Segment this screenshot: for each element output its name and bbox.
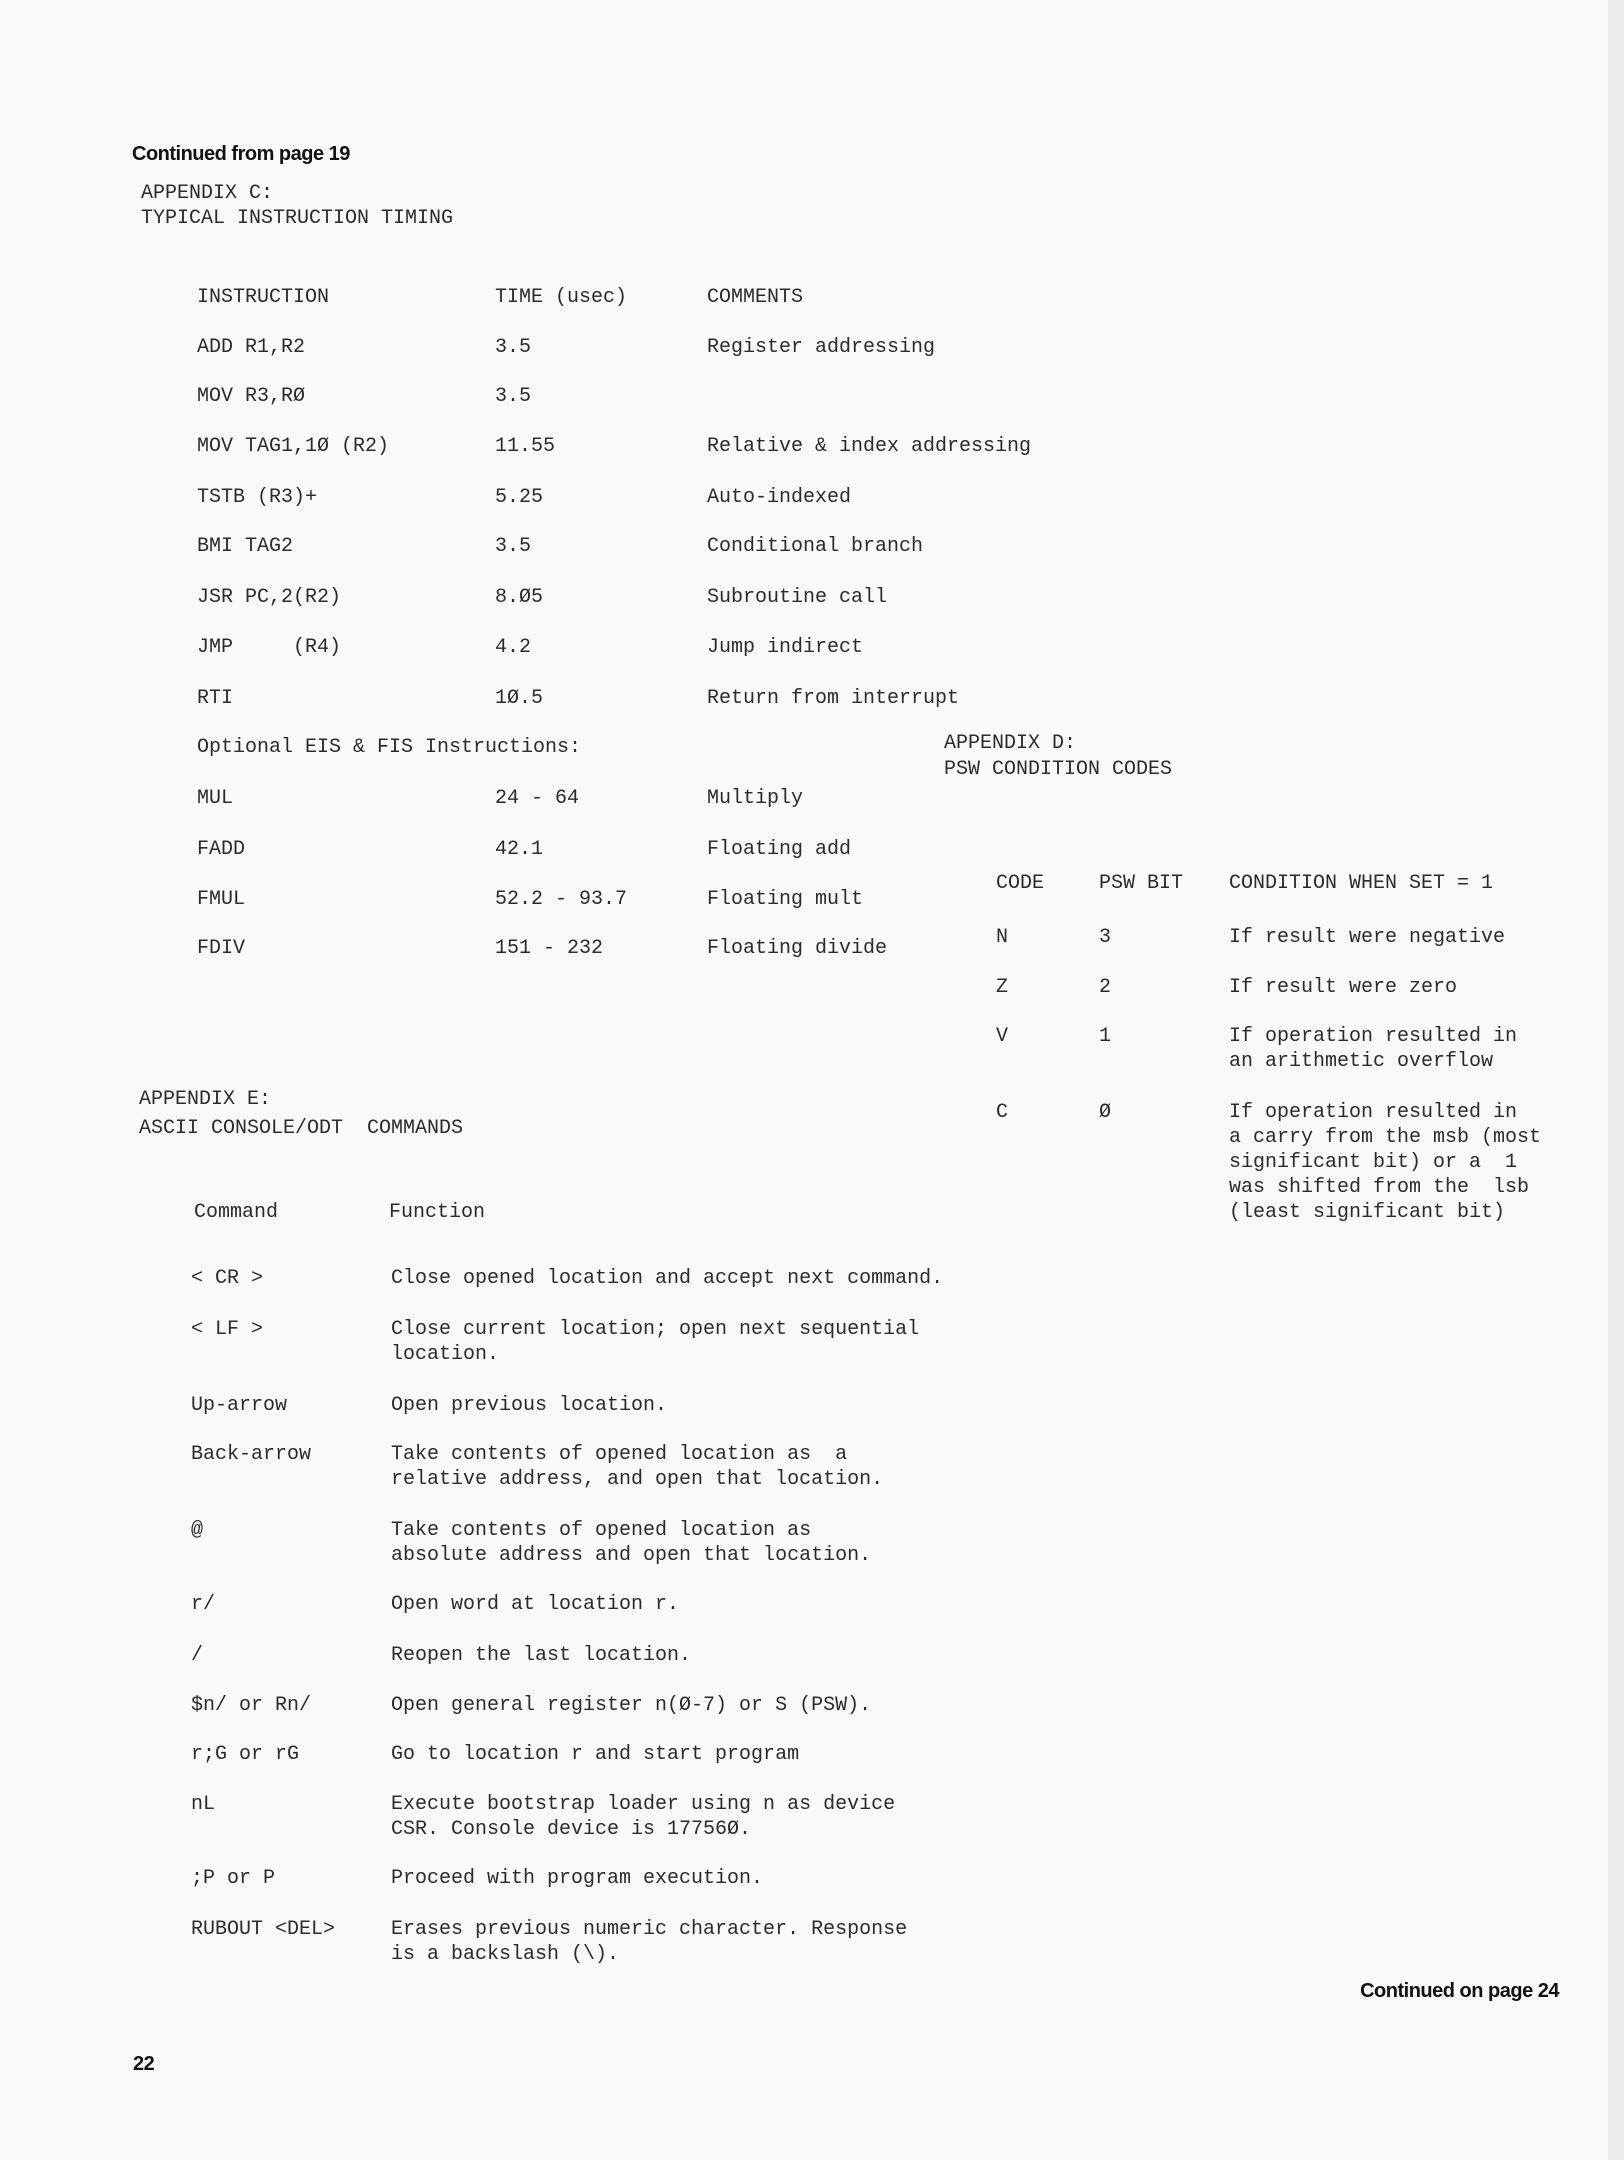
comment-cell: Register addressing bbox=[707, 336, 936, 359]
comment-cell: Floating divide bbox=[707, 937, 888, 960]
comment-cell: Auto-indexed bbox=[707, 486, 852, 509]
command-cell: Up-arrow bbox=[191, 1394, 288, 1417]
condition-header: CONDITION WHEN SET = 1 bbox=[1229, 872, 1494, 895]
function-cell: Take contents of opened location as absolute address and open that location. bbox=[391, 1519, 872, 1567]
continued-on-note: Continued on page 24 bbox=[1360, 1980, 1559, 2002]
instruction-cell: JMP (R4) bbox=[197, 636, 342, 659]
code-cell: V bbox=[996, 1025, 1009, 1048]
code-cell: C bbox=[996, 1101, 1009, 1124]
psw-bit-cell: 1 bbox=[1099, 1025, 1112, 1048]
psw-bit-cell: 2 bbox=[1099, 976, 1112, 999]
command-cell: nL bbox=[191, 1793, 216, 1816]
function-cell: Erases previous numeric character. Response is a backslash (\). bbox=[391, 1918, 908, 1966]
code-cell: Z bbox=[996, 976, 1009, 999]
command-cell: / bbox=[191, 1644, 204, 1667]
time-cell: 8.Ø5 bbox=[495, 586, 544, 609]
instruction-cell: BMI TAG2 bbox=[197, 535, 294, 558]
instruction-cell: FADD bbox=[197, 838, 246, 861]
command-cell: @ bbox=[191, 1519, 204, 1542]
code-header: CODE bbox=[996, 872, 1045, 895]
psw-bit-header: PSW BIT bbox=[1099, 872, 1184, 895]
instruction-header: INSTRUCTION bbox=[197, 286, 330, 309]
condition-cell: If result were negative bbox=[1229, 926, 1506, 949]
command-cell: < LF > bbox=[191, 1318, 264, 1341]
function-cell: Execute bootstrap loader using n as device CSR. Console device is 17756Ø. bbox=[391, 1793, 896, 1841]
time-cell: 3.5 bbox=[495, 385, 532, 408]
instruction-cell: ADD R1,R2 bbox=[197, 336, 306, 359]
appendix-e-title: APPENDIX E: bbox=[139, 1088, 272, 1111]
instruction-cell: MUL bbox=[197, 787, 234, 810]
appendix-c-title: APPENDIX C: bbox=[141, 182, 274, 205]
function-cell: Close opened location and accept next command. bbox=[391, 1267, 944, 1290]
time-cell: 52.2 - 93.7 bbox=[495, 888, 628, 911]
continued-from-note: Continued from page 19 bbox=[132, 143, 350, 165]
command-cell: Back-arrow bbox=[191, 1443, 312, 1466]
function-cell: Proceed with program execution. bbox=[391, 1867, 764, 1890]
comments-header: COMMENTS bbox=[707, 286, 804, 309]
time-cell: 1Ø.5 bbox=[495, 687, 544, 710]
command-cell: RUBOUT <DEL> bbox=[191, 1918, 336, 1941]
instruction-cell: TSTB (R3)+ bbox=[197, 486, 318, 509]
time-cell: 42.1 bbox=[495, 838, 544, 861]
comment-cell: Subroutine call bbox=[707, 586, 888, 609]
function-cell: Open previous location. bbox=[391, 1394, 668, 1417]
comment-cell: Jump indirect bbox=[707, 636, 864, 659]
function-cell: Reopen the last location. bbox=[391, 1644, 692, 1667]
command-header: Command bbox=[194, 1201, 279, 1224]
function-cell: Close current location; open next sequential location. bbox=[391, 1318, 920, 1366]
comment-cell: Relative & index addressing bbox=[707, 435, 1032, 458]
function-header: Function bbox=[389, 1201, 486, 1224]
appendix-d-title: APPENDIX D: bbox=[944, 732, 1077, 755]
appendix-d-subtitle: PSW CONDITION CODES bbox=[944, 758, 1173, 781]
function-cell: Open general register n(Ø-7) or S (PSW). bbox=[391, 1694, 872, 1717]
instruction-cell: JSR PC,2(R2) bbox=[197, 586, 342, 609]
comment-cell: Return from interrupt bbox=[707, 687, 960, 710]
command-cell: $n/ or Rn/ bbox=[191, 1694, 312, 1717]
command-cell: r;G or rG bbox=[191, 1743, 300, 1766]
time-cell: 151 - 232 bbox=[495, 937, 604, 960]
time-cell: 5.25 bbox=[495, 486, 544, 509]
appendix-e-subtitle: ASCII CONSOLE/ODT COMMANDS bbox=[139, 1117, 464, 1140]
time-cell: 4.2 bbox=[495, 636, 532, 659]
command-cell: < CR > bbox=[191, 1267, 264, 1290]
command-cell: ;P or P bbox=[191, 1867, 276, 1890]
instruction-cell: FDIV bbox=[197, 937, 246, 960]
time-cell: 11.55 bbox=[495, 435, 556, 458]
function-cell: Take contents of opened location as a relative address, and open that location. bbox=[391, 1443, 884, 1491]
comment-cell: Floating add bbox=[707, 838, 852, 861]
function-cell: Go to location r and start program bbox=[391, 1743, 800, 1766]
code-cell: N bbox=[996, 926, 1009, 949]
psw-bit-cell: Ø bbox=[1099, 1101, 1112, 1124]
condition-cell: If operation resulted in an arithmetic overflow bbox=[1229, 1025, 1518, 1073]
time-cell: 24 - 64 bbox=[495, 787, 580, 810]
instruction-cell: MOV TAG1,1Ø (R2) bbox=[197, 435, 390, 458]
instruction-cell: FMUL bbox=[197, 888, 246, 911]
condition-cell: If operation resulted in a carry from the msb (most significant bit) or a 1 was shifted from the lsb (least significant bit) bbox=[1229, 1101, 1542, 1224]
time-cell: 3.5 bbox=[495, 336, 532, 359]
page-edge-shadow bbox=[1608, 0, 1624, 2160]
psw-bit-cell: 3 bbox=[1099, 926, 1112, 949]
page-number: 22 bbox=[133, 2053, 155, 2075]
instruction-cell: RTI bbox=[197, 687, 234, 710]
time-cell: 3.5 bbox=[495, 535, 532, 558]
function-cell: Open word at location r. bbox=[391, 1593, 680, 1616]
comment-cell: Conditional branch bbox=[707, 535, 924, 558]
instruction-cell: MOV R3,RØ bbox=[197, 385, 306, 408]
condition-cell: If result were zero bbox=[1229, 976, 1458, 999]
time-header: TIME (usec) bbox=[495, 286, 628, 309]
optional-instructions-label: Optional EIS & FIS Instructions: bbox=[197, 736, 582, 759]
comment-cell: Multiply bbox=[707, 787, 804, 810]
command-cell: r/ bbox=[191, 1593, 216, 1616]
appendix-c-subtitle: TYPICAL INSTRUCTION TIMING bbox=[141, 207, 454, 230]
comment-cell: Floating mult bbox=[707, 888, 864, 911]
